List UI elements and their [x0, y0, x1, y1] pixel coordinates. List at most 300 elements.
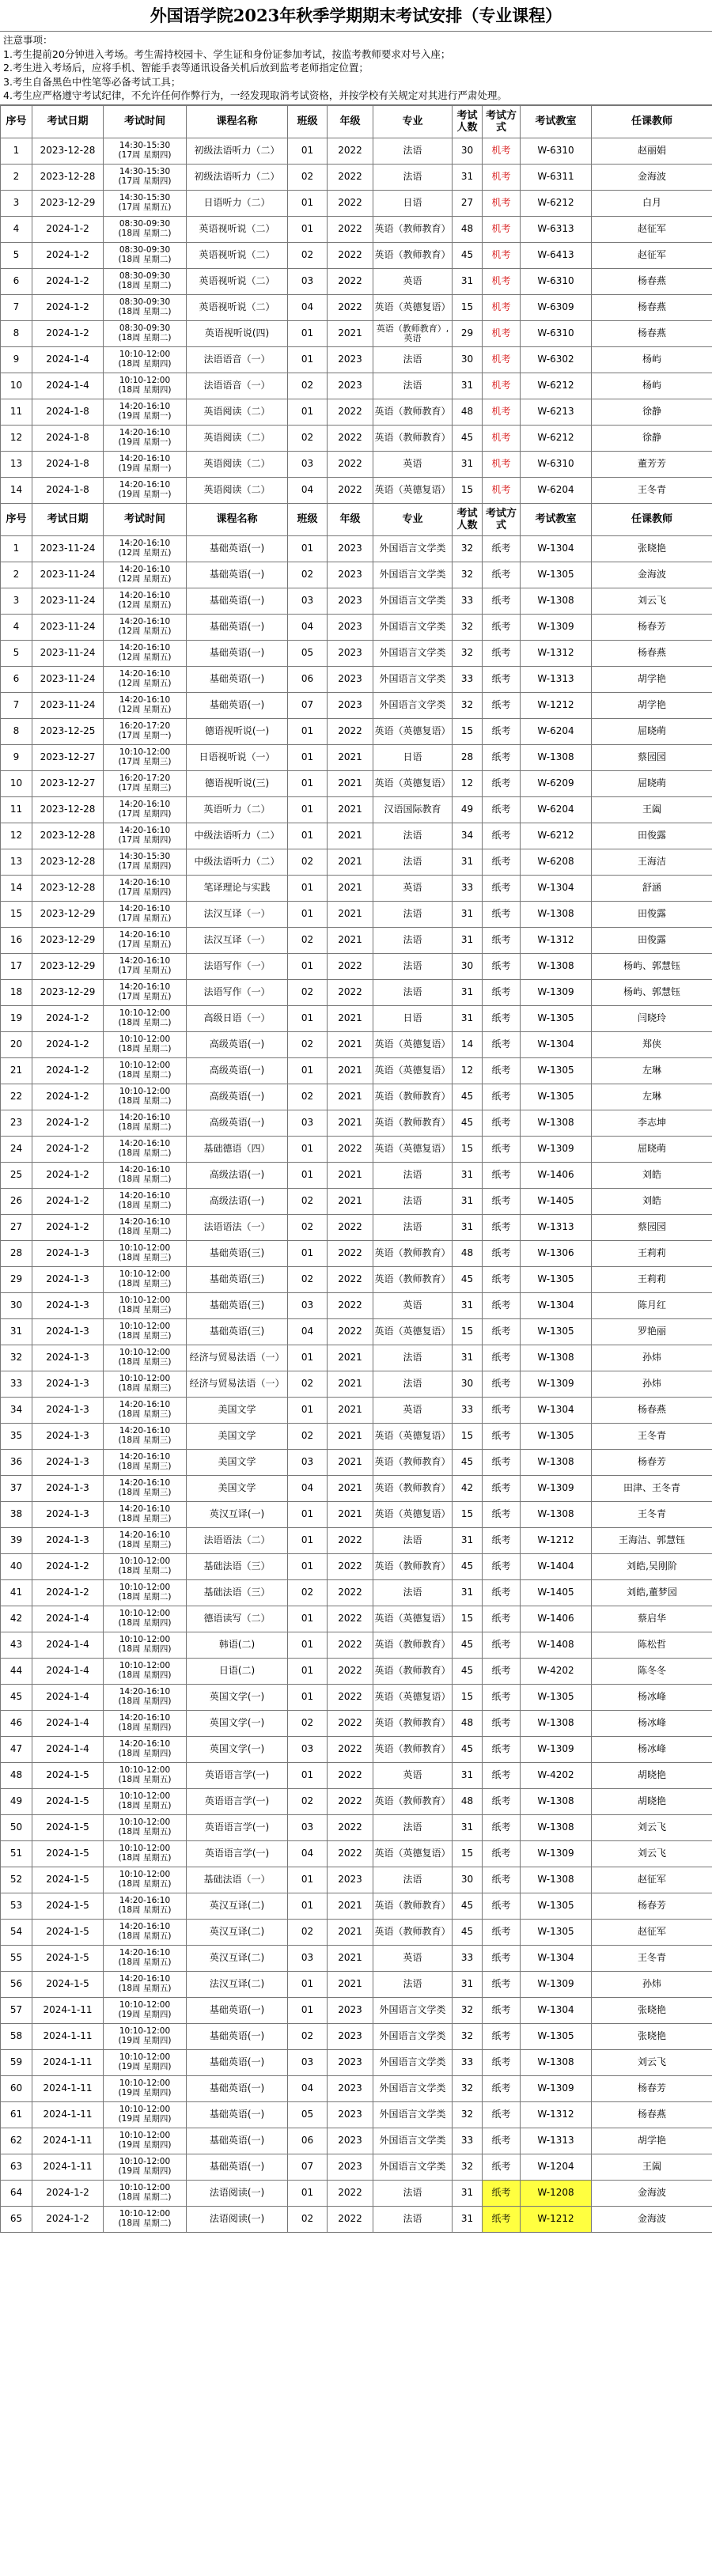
course-name-cell: 高级法语(一) — [187, 1188, 288, 1214]
table-row — [1, 1475, 712, 1501]
grade-year-cell: 2023 — [328, 373, 373, 399]
exam-time-cell: 14:30-15:30 (17周 星期四) — [104, 138, 187, 164]
student-count-cell: 45 — [453, 1266, 483, 1292]
exam-room-cell: W-1304 — [521, 1292, 592, 1318]
exam-room-cell: W-6302 — [521, 346, 592, 373]
major-cell: 英语（教师教育） — [373, 242, 453, 268]
grade-year-cell: 2022 — [328, 1292, 373, 1318]
student-count-cell: 45 — [453, 1553, 483, 1579]
table-row — [1, 294, 712, 320]
table-row — [1, 1971, 712, 1997]
class-number-cell: 01 — [288, 1005, 328, 1031]
grade-year-cell: 2023 — [328, 535, 373, 562]
grade-year-cell: 2021 — [328, 1057, 373, 1084]
exam-method-cell: 机考 — [483, 451, 521, 477]
row-index-cell: 40 — [1, 1553, 32, 1579]
exam-room-cell: W-1313 — [521, 666, 592, 692]
exam-method-cell: 纸考 — [483, 927, 521, 953]
teacher-cell: 李志坤 — [592, 1110, 712, 1136]
exam-date-cell: 2024-1-4 — [32, 1658, 104, 1684]
exam-room-cell: W-1212 — [521, 692, 592, 718]
class-number-cell: 01 — [288, 1527, 328, 1553]
row-index-cell: 29 — [1, 1266, 32, 1292]
exam-method-cell: 纸考 — [483, 849, 521, 875]
row-index-cell: 48 — [1, 1762, 32, 1788]
student-count-cell: 31 — [453, 1214, 483, 1240]
row-index-cell: 5 — [1, 640, 32, 666]
exam-date-cell: 2023-12-28 — [32, 164, 104, 190]
row-index-cell: 58 — [1, 2023, 32, 2049]
column-header-row-index: 序号 — [1, 503, 32, 535]
class-number-cell: 01 — [288, 346, 328, 373]
exam-method-cell: 纸考 — [483, 1971, 521, 1997]
major-cell: 英语（教师教育） — [373, 1632, 453, 1658]
exam-time-cell: 14:20-16:10 (18周 星期四) — [104, 1710, 187, 1736]
major-cell: 外国语言文学类 — [373, 692, 453, 718]
class-number-cell: 02 — [288, 927, 328, 953]
row-index-cell: 9 — [1, 346, 32, 373]
exam-method-cell: 纸考 — [483, 692, 521, 718]
student-count-cell: 15 — [453, 718, 483, 744]
exam-date-cell: 2024-1-3 — [32, 1371, 104, 1397]
major-cell: 法语 — [373, 1345, 453, 1371]
exam-date-cell: 2024-1-3 — [32, 1475, 104, 1501]
table-row — [1, 1240, 712, 1266]
exam-date-cell: 2024-1-3 — [32, 1501, 104, 1527]
exam-method-cell: 纸考 — [483, 1658, 521, 1684]
table-row — [1, 1840, 712, 1867]
grade-year-cell: 2023 — [328, 1997, 373, 2023]
exam-room-cell: W-1309 — [521, 1371, 592, 1397]
course-name-cell: 基础英语(三) — [187, 1240, 288, 1266]
table-row — [1, 373, 712, 399]
exam-room-cell: W-6310 — [521, 268, 592, 294]
table-row — [1, 320, 712, 346]
note-line: 2.考生进入考场后，应将手机、智能手表等通讯设备关机后放到监考老师指定位置； — [3, 62, 369, 74]
teacher-cell: 杨春燕 — [592, 320, 712, 346]
class-number-cell: 01 — [288, 1345, 328, 1371]
teacher-cell: 白月 — [592, 190, 712, 216]
class-number-cell: 04 — [288, 614, 328, 640]
grade-year-cell: 2022 — [328, 477, 373, 503]
table-row — [1, 1266, 712, 1292]
teacher-cell: 刘云飞 — [592, 588, 712, 614]
grade-year-cell: 2021 — [328, 1501, 373, 1527]
grade-year-cell: 2022 — [328, 1814, 373, 1840]
exam-method-cell: 机考 — [483, 425, 521, 451]
exam-date-cell: 2024-1-4 — [32, 1684, 104, 1710]
class-number-cell: 01 — [288, 399, 328, 425]
teacher-cell: 郑侠 — [592, 1031, 712, 1057]
table-row — [1, 588, 712, 614]
column-header-teacher: 任课教师 — [592, 105, 712, 138]
teacher-cell: 刘皓 — [592, 1162, 712, 1188]
grade-year-cell: 2022 — [328, 1840, 373, 1867]
student-count-cell: 31 — [453, 164, 483, 190]
grade-year-cell: 2021 — [328, 1423, 373, 1449]
course-name-cell: 英语语言学(一) — [187, 1788, 288, 1814]
teacher-cell: 王阖 — [592, 2154, 712, 2180]
exam-date-cell: 2024-1-4 — [32, 346, 104, 373]
exam-date-cell: 2024-1-2 — [32, 1110, 104, 1136]
student-count-cell: 31 — [453, 979, 483, 1005]
exam-time-cell: 14:20-16:10 (18周 星期二) — [104, 1214, 187, 1240]
exam-method-cell: 纸考 — [483, 1632, 521, 1658]
course-name-cell: 基础英语(一) — [187, 562, 288, 588]
major-cell: 英语（教师教育） — [373, 1240, 453, 1266]
table-row — [1, 425, 712, 451]
exam-method-cell: 纸考 — [483, 614, 521, 640]
exam-date-cell: 2024-1-5 — [32, 1893, 104, 1919]
major-cell: 日语 — [373, 1005, 453, 1031]
grade-year-cell: 2022 — [328, 979, 373, 1005]
exam-method-cell: 纸考 — [483, 2154, 521, 2180]
exam-room-cell: W-6413 — [521, 242, 592, 268]
class-number-cell: 02 — [288, 425, 328, 451]
row-index-cell: 37 — [1, 1475, 32, 1501]
column-header-exam-room: 考试教室 — [521, 503, 592, 535]
exam-method-cell: 纸考 — [483, 1710, 521, 1736]
exam-method-cell: 机考 — [483, 477, 521, 503]
student-count-cell: 31 — [453, 1762, 483, 1788]
exam-time-cell: 14:20-16:10 (18周 星期二) — [104, 1162, 187, 1188]
student-count-cell: 31 — [453, 1188, 483, 1214]
course-name-cell: 基础英语(一) — [187, 640, 288, 666]
major-cell: 英语（英德复语） — [373, 1031, 453, 1057]
exam-room-cell: W-1308 — [521, 1449, 592, 1475]
student-count-cell: 45 — [453, 425, 483, 451]
table-row — [1, 875, 712, 901]
exam-room-cell: W-1304 — [521, 535, 592, 562]
table-row — [1, 1893, 712, 1919]
table-row — [1, 1684, 712, 1710]
exam-date-cell: 2023-12-28 — [32, 849, 104, 875]
table-row — [1, 901, 712, 927]
exam-time-cell: 10:10-12:00 (19周 星期四) — [104, 2128, 187, 2154]
class-number-cell: 05 — [288, 640, 328, 666]
student-count-cell: 12 — [453, 1057, 483, 1084]
exam-room-cell: W-1312 — [521, 640, 592, 666]
teacher-cell: 田俊露 — [592, 927, 712, 953]
exam-date-cell: 2023-12-29 — [32, 953, 104, 979]
class-number-cell: 02 — [288, 562, 328, 588]
course-name-cell: 法语语法（二） — [187, 1527, 288, 1553]
major-cell: 英语（教师教育） — [373, 1919, 453, 1945]
class-number-cell: 02 — [288, 979, 328, 1005]
teacher-cell: 胡学艳 — [592, 692, 712, 718]
exam-room-cell: W-1312 — [521, 927, 592, 953]
row-index-cell: 5 — [1, 242, 32, 268]
grade-year-cell: 2021 — [328, 1084, 373, 1110]
major-cell: 法语 — [373, 927, 453, 953]
major-cell: 法语 — [373, 1579, 453, 1606]
major-cell: 法语 — [373, 138, 453, 164]
exam-room-cell: W-1308 — [521, 1814, 592, 1840]
student-count-cell: 15 — [453, 1840, 483, 1867]
grade-year-cell: 2022 — [328, 216, 373, 242]
student-count-cell: 30 — [453, 138, 483, 164]
exam-time-cell: 08:30-09:30 (18周 星期二) — [104, 320, 187, 346]
major-cell: 英语（教师教育） — [373, 1658, 453, 1684]
row-index-cell: 10 — [1, 373, 32, 399]
grade-year-cell: 2022 — [328, 294, 373, 320]
exam-method-cell: 纸考 — [483, 640, 521, 666]
teacher-cell: 赵征军 — [592, 1867, 712, 1893]
major-cell: 法语 — [373, 953, 453, 979]
exam-date-cell: 2024-1-5 — [32, 1788, 104, 1814]
exam-time-cell: 14:20-16:10 (19周 星期一) — [104, 425, 187, 451]
student-count-cell: 15 — [453, 1318, 483, 1345]
row-index-cell: 57 — [1, 1997, 32, 2023]
exam-method-cell: 纸考 — [483, 770, 521, 796]
exam-room-cell: W-1308 — [521, 1501, 592, 1527]
class-number-cell: 02 — [288, 1423, 328, 1449]
major-cell: 外国语言文学类 — [373, 2128, 453, 2154]
exam-time-cell: 10:10-12:00 (18周 星期三) — [104, 1292, 187, 1318]
course-name-cell: 英国文学(一) — [187, 1710, 288, 1736]
student-count-cell: 32 — [453, 640, 483, 666]
row-index-cell: 62 — [1, 2128, 32, 2154]
table-row — [1, 1318, 712, 1345]
row-index-cell: 28 — [1, 1240, 32, 1266]
grade-year-cell: 2021 — [328, 1449, 373, 1475]
student-count-cell: 33 — [453, 666, 483, 692]
note-line: 1.考生提前20分钟进入考场。考生需持校园卡、学生证和身份证参加考试，按监考教师要求对号入座； — [3, 47, 451, 60]
exam-time-cell: 16:20-17:20 (17周 星期一) — [104, 718, 187, 744]
exam-method-cell: 纸考 — [483, 875, 521, 901]
exam-time-cell: 10:10-12:00 (17周 星期三) — [104, 744, 187, 770]
grade-year-cell: 2023 — [328, 2049, 373, 2075]
teacher-cell: 蔡园园 — [592, 1214, 712, 1240]
row-index-cell: 23 — [1, 1110, 32, 1136]
table-row — [1, 1553, 712, 1579]
course-name-cell: 英语视听说（二） — [187, 268, 288, 294]
course-name-cell: 日语听力（二） — [187, 190, 288, 216]
student-count-cell: 15 — [453, 1136, 483, 1162]
teacher-cell: 刘云飞 — [592, 1814, 712, 1840]
class-number-cell: 02 — [288, 1214, 328, 1240]
course-name-cell: 法语语音（一） — [187, 346, 288, 373]
class-number-cell: 01 — [288, 138, 328, 164]
exam-method-cell: 机考 — [483, 164, 521, 190]
course-name-cell: 英语视听说（二） — [187, 242, 288, 268]
exam-room-cell: W-1204 — [521, 2154, 592, 2180]
note-line: 4.考生应严格遵守考试纪律，不允许任何作弊行为，一经发现取消考试资格，并按学校有关规定对其进行严肃处理。 — [3, 89, 507, 102]
row-index-cell: 11 — [1, 399, 32, 425]
teacher-cell: 金海波 — [592, 562, 712, 588]
course-name-cell: 基础德语（四） — [187, 1136, 288, 1162]
exam-time-cell: 10:10-12:00 (18周 星期五) — [104, 1867, 187, 1893]
exam-time-cell: 14:30-15:30 (17周 星期四) — [104, 849, 187, 875]
class-number-cell: 06 — [288, 666, 328, 692]
major-cell: 英语 — [373, 1397, 453, 1423]
table-row — [1, 1632, 712, 1658]
exam-method-cell: 纸考 — [483, 1684, 521, 1710]
grade-year-cell: 2021 — [328, 1345, 373, 1371]
teacher-cell: 刘云飞 — [592, 2049, 712, 2075]
student-count-cell: 31 — [453, 1345, 483, 1371]
table-row — [1, 346, 712, 373]
exam-date-cell: 2024-1-11 — [32, 2154, 104, 2180]
exam-room-cell: W-6309 — [521, 294, 592, 320]
exam-time-cell: 16:20-17:20 (17周 星期三) — [104, 770, 187, 796]
major-cell: 英语（教师教育） — [373, 1788, 453, 1814]
exam-method-cell: 机考 — [483, 399, 521, 425]
exam-room-cell: W-6311 — [521, 164, 592, 190]
class-number-cell: 01 — [288, 320, 328, 346]
teacher-cell: 杨屿、郭慧钰 — [592, 979, 712, 1005]
student-count-cell: 28 — [453, 744, 483, 770]
exam-method-cell: 纸考 — [483, 1057, 521, 1084]
row-index-cell: 3 — [1, 588, 32, 614]
student-count-cell: 32 — [453, 535, 483, 562]
exam-time-cell: 10:10-12:00 (18周 星期二) — [104, 1579, 187, 1606]
major-cell: 日语 — [373, 190, 453, 216]
grade-year-cell: 2021 — [328, 1110, 373, 1136]
exam-method-cell: 机考 — [483, 320, 521, 346]
course-name-cell: 基础英语(一) — [187, 535, 288, 562]
major-cell: 法语 — [373, 823, 453, 849]
exam-method-cell: 纸考 — [483, 1501, 521, 1527]
exam-room-cell: W-6310 — [521, 451, 592, 477]
table-row — [1, 1867, 712, 1893]
exam-time-cell: 10:10-12:00 (18周 星期三) — [104, 1266, 187, 1292]
exam-room-cell: W-6212 — [521, 373, 592, 399]
student-count-cell: 30 — [453, 1867, 483, 1893]
teacher-cell: 杨春芳 — [592, 2075, 712, 2101]
exam-date-cell: 2023-12-29 — [32, 190, 104, 216]
student-count-cell: 32 — [453, 2023, 483, 2049]
major-cell: 英语 — [373, 268, 453, 294]
exam-method-cell: 纸考 — [483, 1423, 521, 1449]
teacher-cell: 陈冬冬 — [592, 1658, 712, 1684]
exam-method-cell: 纸考 — [483, 1318, 521, 1345]
table-header-row — [1, 503, 712, 535]
grade-year-cell: 2023 — [328, 1867, 373, 1893]
course-name-cell: 初级法语听力（二） — [187, 164, 288, 190]
exam-date-cell: 2024-1-2 — [32, 1162, 104, 1188]
grade-year-cell: 2022 — [328, 1762, 373, 1788]
student-count-cell: 48 — [453, 1240, 483, 1266]
student-count-cell: 32 — [453, 692, 483, 718]
teacher-cell: 徐静 — [592, 425, 712, 451]
exam-room-cell: W-1305 — [521, 1057, 592, 1084]
exam-method-cell: 纸考 — [483, 901, 521, 927]
column-header-major: 专业 — [373, 503, 453, 535]
student-count-cell: 45 — [453, 1658, 483, 1684]
student-count-cell: 15 — [453, 1423, 483, 1449]
exam-time-cell: 14:30-15:30 (17周 星期四) — [104, 164, 187, 190]
row-index-cell: 4 — [1, 216, 32, 242]
major-cell: 法语 — [373, 979, 453, 1005]
exam-date-cell: 2024-1-3 — [32, 1527, 104, 1553]
table-row — [1, 2101, 712, 2128]
exam-room-cell: W-1304 — [521, 875, 592, 901]
teacher-cell: 杨屿 — [592, 346, 712, 373]
exam-time-cell: 14:20-16:10 (17周 星期五) — [104, 901, 187, 927]
major-cell: 外国语言文学类 — [373, 1997, 453, 2023]
column-header-exam-time: 考试时间 — [104, 503, 187, 535]
row-index-cell: 31 — [1, 1318, 32, 1345]
student-count-cell: 29 — [453, 320, 483, 346]
exam-date-cell: 2024-1-3 — [32, 1266, 104, 1292]
grade-year-cell: 2023 — [328, 614, 373, 640]
exam-date-cell: 2024-1-2 — [32, 1031, 104, 1057]
class-number-cell: 01 — [288, 1606, 328, 1632]
exam-time-cell: 10:10-12:00 (18周 星期二) — [104, 1057, 187, 1084]
row-index-cell: 13 — [1, 451, 32, 477]
class-number-cell: 03 — [288, 1814, 328, 1840]
table-row — [1, 164, 712, 190]
exam-date-cell: 2024-1-11 — [32, 2075, 104, 2101]
class-number-cell: 03 — [288, 268, 328, 294]
row-index-cell: 10 — [1, 770, 32, 796]
class-number-cell: 03 — [288, 1110, 328, 1136]
exam-room-cell: W-1309 — [521, 1136, 592, 1162]
course-name-cell: 法语阅读(一) — [187, 2206, 288, 2232]
exam-date-cell: 2024-1-5 — [32, 1919, 104, 1945]
class-number-cell: 01 — [288, 1553, 328, 1579]
note-line: 3.考生自备黑色中性笔等必备考试工具； — [3, 75, 181, 88]
class-number-cell: 04 — [288, 294, 328, 320]
teacher-cell: 刘皓,吴刚阶 — [592, 1553, 712, 1579]
class-number-cell: 01 — [288, 1162, 328, 1188]
exam-method-cell: 纸考 — [483, 1110, 521, 1136]
student-count-cell: 32 — [453, 1997, 483, 2023]
class-number-cell: 02 — [288, 1710, 328, 1736]
exam-method-cell: 纸考 — [483, 1292, 521, 1318]
exam-date-cell: 2024-1-11 — [32, 2128, 104, 2154]
exam-time-cell: 10:10-12:00 (19周 星期四) — [104, 2075, 187, 2101]
major-cell: 外国语言文学类 — [373, 2154, 453, 2180]
exam-date-cell: 2024-1-11 — [32, 2049, 104, 2075]
exam-date-cell: 2024-1-5 — [32, 1814, 104, 1840]
exam-date-cell: 2024-1-2 — [32, 2206, 104, 2232]
teacher-cell: 胡学艳 — [592, 666, 712, 692]
teacher-cell: 刘皓,董梦园 — [592, 1579, 712, 1606]
class-number-cell: 03 — [288, 1449, 328, 1475]
grade-year-cell: 2021 — [328, 1397, 373, 1423]
student-count-cell: 33 — [453, 2128, 483, 2154]
notes-block — [0, 32, 712, 105]
exam-room-cell: W-1305 — [521, 2023, 592, 2049]
class-number-cell: 02 — [288, 2206, 328, 2232]
exam-method-cell: 机考 — [483, 268, 521, 294]
table-row — [1, 744, 712, 770]
teacher-cell: 王冬青 — [592, 1945, 712, 1971]
major-cell: 英语（英德复语） — [373, 1136, 453, 1162]
grade-year-cell: 2022 — [328, 1136, 373, 1162]
major-cell: 外国语言文学类 — [373, 2075, 453, 2101]
major-cell: 法语 — [373, 1188, 453, 1214]
course-name-cell: 法语语音（一） — [187, 373, 288, 399]
grade-year-cell: 2021 — [328, 1945, 373, 1971]
row-index-cell: 34 — [1, 1397, 32, 1423]
table-row — [1, 1005, 712, 1031]
table-row — [1, 718, 712, 744]
row-index-cell: 32 — [1, 1345, 32, 1371]
grade-year-cell: 2022 — [328, 451, 373, 477]
course-name-cell: 德语视听说(一) — [187, 718, 288, 744]
teacher-cell: 蔡启华 — [592, 1606, 712, 1632]
student-count-cell: 33 — [453, 875, 483, 901]
class-number-cell: 02 — [288, 242, 328, 268]
course-name-cell: 法汉互译（一） — [187, 927, 288, 953]
major-cell: 法语 — [373, 1814, 453, 1840]
row-index-cell: 64 — [1, 2180, 32, 2206]
table-row — [1, 1606, 712, 1632]
student-count-cell: 15 — [453, 294, 483, 320]
